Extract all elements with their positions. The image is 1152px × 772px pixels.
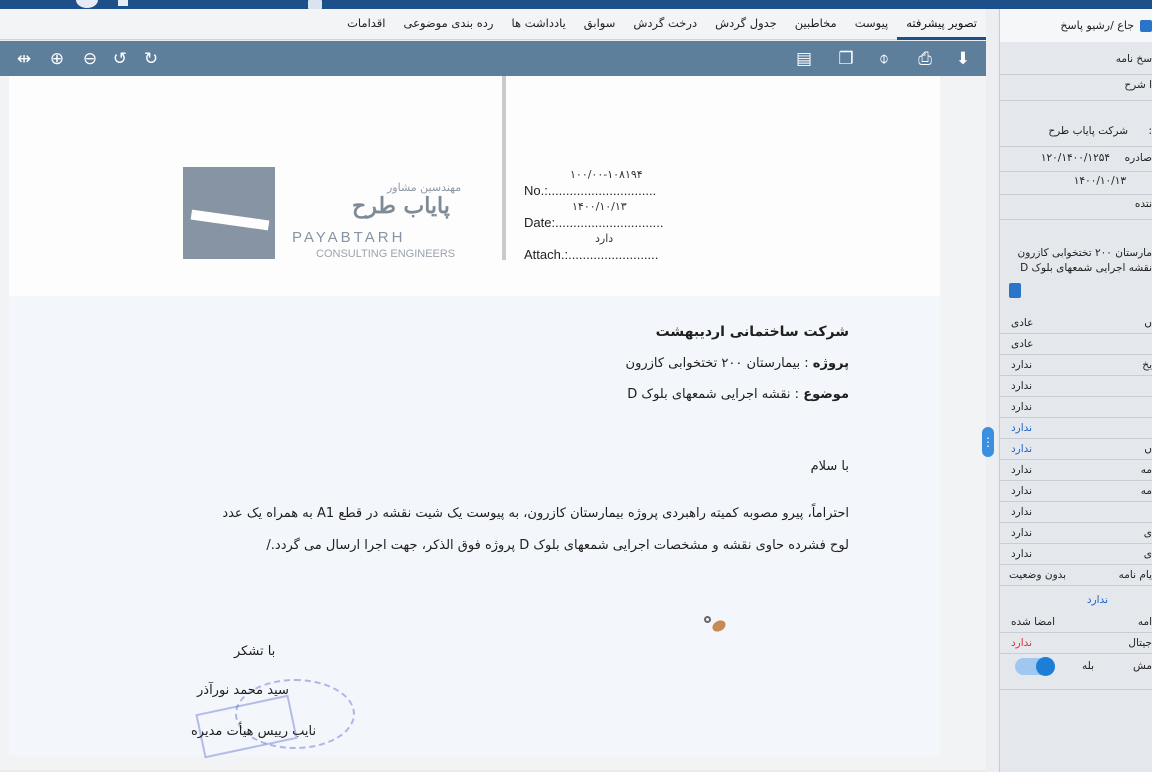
tab-advanced-image[interactable]: تصویر پیشرفته xyxy=(897,9,986,40)
rotate-right-icon[interactable]: ↻ xyxy=(143,49,159,69)
subject-text: : نقشه اجرایی شمعهای بلوک D xyxy=(627,387,804,402)
logo-en-big: PAYABTARH xyxy=(292,229,406,246)
author-key: نتده xyxy=(1134,198,1152,210)
letter-page xyxy=(9,76,940,746)
tab-attachment[interactable]: پیوست xyxy=(854,15,889,30)
grid-row: ی ندارد xyxy=(999,544,1152,565)
grid-row: ندارد xyxy=(999,376,1152,397)
scan-mark xyxy=(704,616,711,623)
grid-row: یام نامه بدون وضعیت xyxy=(999,565,1152,586)
grid-row: ی ندارد xyxy=(999,523,1152,544)
date-value: ۱۴۰۰/۱۰/۱۳ xyxy=(1073,175,1126,187)
project-text: : بیمارستان ۲۰۰ تختخوابی کازرون xyxy=(625,356,813,371)
letter-attach-label: Attach.:......................... xyxy=(524,247,659,262)
tab-history[interactable]: سوابق xyxy=(583,15,616,30)
tab-notes[interactable]: یادداشت ها xyxy=(511,15,566,30)
archive-icon[interactable] xyxy=(1140,20,1152,32)
panel-subject-2: نقشه اجرایی شمعهای بلوک D xyxy=(1020,262,1152,274)
panel-actions-label[interactable]: جاع /رشیو پاسخ xyxy=(1060,19,1134,32)
letter-number-label: No.:.............................. xyxy=(524,183,657,198)
letter-number: ۱۰۰/۰۰-۱۰۸۱۹۴ xyxy=(570,168,643,181)
panel-splitter-handle[interactable]: ⋮ xyxy=(982,427,994,457)
grid-row[interactable]: ں ندارد xyxy=(999,439,1152,460)
grid-row: ندارد xyxy=(999,502,1152,523)
company-logo xyxy=(183,167,275,259)
grid-row-digital: جیتال ندارد xyxy=(999,633,1152,654)
project-line xyxy=(626,356,849,371)
notify-toggle[interactable] xyxy=(1015,658,1055,675)
greeting: با سلام xyxy=(810,459,849,474)
tab-subject-classification[interactable]: رده بندی موضوعی xyxy=(403,15,494,30)
grid-row: عادی xyxy=(999,334,1152,355)
grid-row: ندارد xyxy=(999,397,1152,418)
grid-row: مه ندارد xyxy=(999,481,1152,502)
signer-role: نایب رییس هیأت مدیره xyxy=(191,724,317,739)
panel-gutter xyxy=(986,9,998,772)
logo-fa-big: پایاب طرح xyxy=(352,193,450,219)
tab-actions[interactable]: اقدامات xyxy=(347,15,386,30)
issue-key: صادره xyxy=(1124,152,1152,164)
document-icon[interactable] xyxy=(1009,283,1021,298)
issue-value: ۱۲۰/۱۴۰۰/۱۲۵۴ xyxy=(1040,152,1110,164)
body-paragraph-2: لوح فشرده حاوی نقشه و مشخصات اجرایی شمعهای بلوک D پروژه فوق الذکر، جهت اجرا ارسال می گردد./ xyxy=(266,538,849,553)
scan-icon[interactable]: ▤ xyxy=(795,49,813,69)
panel-row-sender xyxy=(999,125,1152,147)
none-link[interactable]: ندارد xyxy=(1086,594,1108,606)
copy-icon[interactable]: ❐ xyxy=(838,49,854,69)
grid-row: یخ ندارد xyxy=(999,355,1152,376)
closing-thanks: با تشکر xyxy=(234,644,276,659)
grid-row: ں عادی xyxy=(999,313,1152,334)
signer-name: سید محمد نورآذر xyxy=(197,683,289,698)
zoom-in-icon[interactable]: ⊕ xyxy=(49,49,65,69)
viewer-toolbar xyxy=(0,41,986,76)
header-divider xyxy=(502,76,506,260)
panel-row-date xyxy=(999,175,1152,195)
letter-attach: دارد xyxy=(595,232,614,245)
grid-row[interactable]: ندارد xyxy=(999,418,1152,439)
attach-icon[interactable]: ⌽ xyxy=(878,49,890,69)
rotate-left-icon[interactable]: ↺ xyxy=(112,49,128,69)
download-icon[interactable]: ⬇ xyxy=(955,49,971,69)
grid-row: مه ندارد xyxy=(999,460,1152,481)
notify-value: بله xyxy=(1081,660,1094,672)
description-label: ا شرح xyxy=(1124,79,1152,91)
print-icon[interactable]: ⎙ xyxy=(918,49,932,69)
top-icon[interactable] xyxy=(118,0,128,6)
tab-flow-tree[interactable]: درخت گردش xyxy=(633,15,698,30)
grid-row-signature: امه امضا شده xyxy=(999,612,1152,633)
panel-subject-1: مارستان ۲۰۰ تختخوابی کازرون xyxy=(1017,247,1152,259)
panel-row-issue xyxy=(999,152,1152,172)
fit-width-icon[interactable]: ⇹ xyxy=(16,49,32,69)
subject-label: موضوع xyxy=(803,387,849,402)
tab-recipients[interactable]: مخاطبین xyxy=(794,15,837,30)
project-label: پروژه xyxy=(812,356,849,371)
zoom-out-icon[interactable]: ⊖ xyxy=(82,49,98,69)
sender-key: : xyxy=(1148,125,1152,137)
letter-date-label: Date:.............................. xyxy=(524,215,664,230)
reply-letter-label: سخ نامه xyxy=(1115,53,1152,65)
document-viewport[interactable] xyxy=(0,76,986,770)
tab-flow-table[interactable]: جدول گردش xyxy=(715,15,777,30)
sender-value: شرکت پایاب طرح xyxy=(1048,125,1128,137)
letter-date: ۱۴۰۰/۱۰/۱۳ xyxy=(572,200,627,213)
panel-actions xyxy=(999,9,1152,42)
panel-row-description xyxy=(999,79,1152,101)
panel-row-author xyxy=(999,198,1152,220)
recipient-company: شرکت ساختمانی اردیبهشت xyxy=(655,324,849,340)
notify-key: مش xyxy=(1132,660,1152,672)
panel-divider xyxy=(999,688,1152,690)
letter-info-panel xyxy=(999,9,1152,772)
viewer-tabs xyxy=(0,9,986,40)
logo-fa-small: مهندسین مشاور xyxy=(387,181,462,194)
body-paragraph-1: احتراماً، پیرو مصوبه کمیته راهبردی پروژه بیمارستان کازرون، به پیوست یک شیت نقشه در قطع A1 به همراه یک عدد xyxy=(222,506,849,521)
user-avatar[interactable] xyxy=(76,0,98,8)
panel-row-reply xyxy=(999,53,1152,75)
logo-en-small: CONSULTING ENGINEERS xyxy=(316,248,456,260)
top-icon-2[interactable] xyxy=(308,0,322,9)
subject-line xyxy=(627,387,849,402)
